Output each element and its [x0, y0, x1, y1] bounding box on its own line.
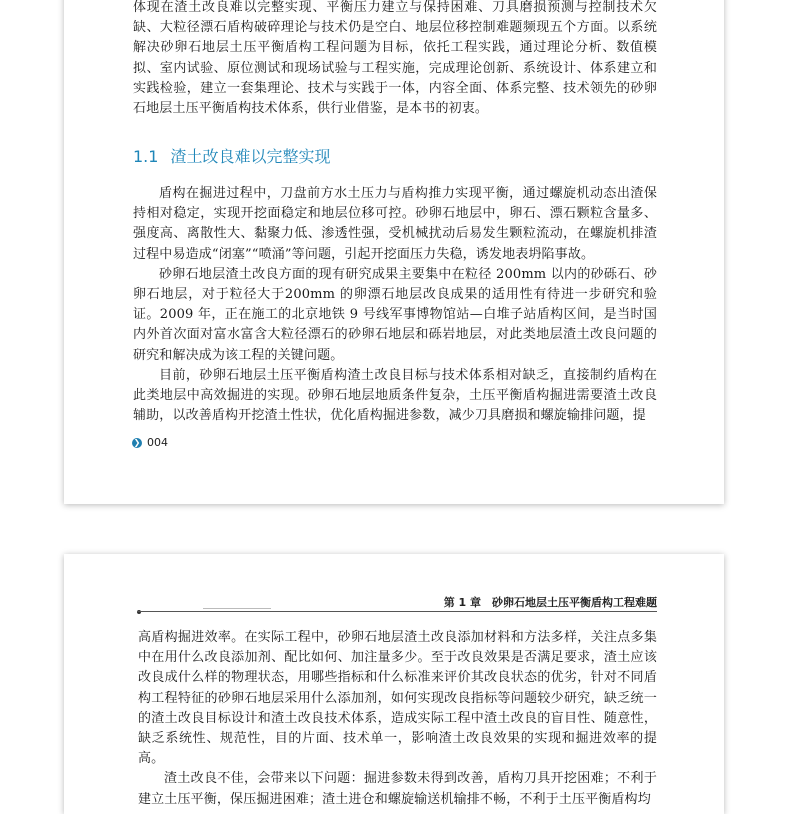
page-number [132, 436, 168, 449]
running-head-text: 第 1 章 砂卵石地层土压平衡盾构工程难题 [443, 596, 657, 609]
book-page-top [64, 0, 724, 504]
body-paragraph: 目前，砂卵石地层土压平衡盾构渣土改良目标与技术体系相对缺乏，直接制约盾构在此类地层中高效掘进的实现。砂卵石地层地质条件复杂，土压平衡盾构掘进需要渣土改良辅助，以改善盾构开挖渣土性状，优化盾构掘进参数，减少刀具磨损和螺旋输排问题，提 [133, 367, 657, 424]
running-head-rule [137, 611, 657, 612]
intro-paragraph: 体现在渣土改良难以完整实现、平衡压力建立与保持困难、刀具磨损预测与控制技术欠缺、大粒径漂石盾构破碎理论与技术仍是空白、地层位移控制难题频现五个方面。以系统解决砂卵石地层土压平衡盾构工程问题为目标，依托工程实践，通过理论分析、数值模拟、室内试验、原位测试和现场试验与工程实施，完成理论创新、系统设计、体系建立和实践检验，建立一套集理论、技术与实践于一体，内容全面、体系完整、技术领先的砂卵石地层土压平衡盾构技术体系，供行业借鉴，是本书的初衷。 [133, 0, 657, 117]
page-body [138, 628, 657, 810]
circle-arrow-icon: ❯ [133, 437, 141, 447]
section-heading [133, 144, 330, 167]
body-paragraph: 渣土改良不佳，会带来以下问题：掘进参数未得到改善，盾构刀具开挖困难；不利于建立土压平衡，保压掘进困难；渣土进仓和螺旋输送机输排不畅，不利于土压平衡盾构均 [138, 771, 657, 807]
body-paragraph: 砂卵石地层渣土改良方面的现有研究成果主要集中在粒径 200mm 以内的砂砾石、砂卵石地层，对于粒径大于200mm 的卵漂石地层改良成果的适用性有待进一步研究和验证。2009 年，正在施工的北京地铁 9 号线军事博物馆站—白堆子站盾构区间，是当时国内外首次面对富水富含大粒径漂石的砂卵石地层和砾岩地层，对此类地层渣土改良问题的研究和解决成为该工程的关键问题。 [133, 266, 657, 363]
body-paragraph: 盾构在掘进过程中，刀盘前方水土压力与盾构推力实现平衡，通过螺旋机动态出渣保持相对稳定，实现开挖面稳定和地层位移可控。砂卵石地层中，卵石、漂石颗粒含量多、强度高、离散性大、黏聚力低、渗透性强，受机械扰动后易发生颗粒流动，在螺旋机排渣过程中易造成“闭塞”“喷涌”等问题，引起开挖面压力失稳，诱发地表坍陷事故。 [133, 186, 657, 262]
running-head-accent-rule [203, 608, 271, 609]
section-body [133, 184, 657, 426]
body-paragraph: 高盾构掘进效率。在实际工程中，砂卵石地层渣土改良添加材料和方法多样，关注点多集中在用什么改良添加剂、配比如何、加注量多少。至于改良效果是否满足要求，渣土应该改良成什么样的物理状态，用哪些指标和什么标准来评价其改良状态的优劣，针对不同盾构工程特征的砂卵石地层采用什么添加剂，如何实现改良指标等问题较少研究，缺乏统一的渣土改良目标设计和渣土改良技术体系，造成实际工程中渣土改良的盲目性、随意性，缺乏系统性、规范性，目的片面、技术单一，影响渣土改良效果的实现和掘进效率的提高。 [138, 630, 657, 767]
page-number-text: 004 [147, 436, 168, 449]
section-title: 渣土改良难以完整实现 [170, 147, 331, 166]
running-head [137, 596, 657, 612]
section-number: 1.1 [133, 147, 159, 166]
book-page-bottom [64, 554, 724, 814]
